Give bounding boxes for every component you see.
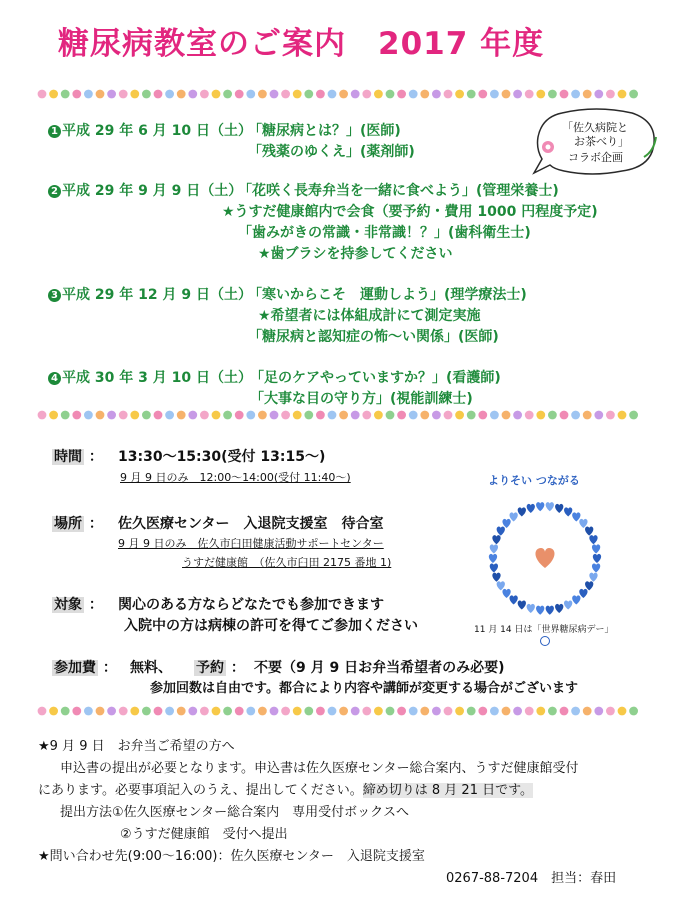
place-label: 場所 ： <box>54 516 103 532</box>
collab-line1: 「佐久病院と <box>562 121 628 134</box>
footer-line-2: にあります。必要事項記入のうえ、提出してください。締め切りは 8 月 21 日です。 <box>38 783 534 798</box>
heart-ring-icon <box>470 480 620 630</box>
poster-caption: 11 月 14 日は「世界糖尿病デー」 <box>474 625 614 635</box>
footer-contact: ★問い合わせ先(9:00〜16:00)：佐久医療センター 入退院支援室 <box>38 849 425 864</box>
time-value: 13:30〜15:30(受付 13:15〜) <box>118 449 326 465</box>
session-4-topic-2: 「大事な目の守り方」(視能訓練士) <box>250 391 473 407</box>
session-2-note-2: ★歯ブラシを持参してください <box>258 246 453 262</box>
session-4-date: 4 平成 30 年 3 月 10 日（土） <box>48 367 252 387</box>
session-3-topic-2: 「糖尿病と認知症の怖〜い関係」(医師) <box>248 329 499 345</box>
footer-line-4: ②うすだ健康館 受付へ提出 <box>120 827 288 842</box>
reserve-value: 不要（9 月 9 日お弁当希望者のみ必要) <box>254 660 505 676</box>
place-value: 佐久医療センター 入退院支援室 待合室 <box>118 516 384 532</box>
footer-line-1: 申込書の提出が必要となります。申込書は佐久医療センター総合案内、うすだ健康館受付 <box>60 761 579 776</box>
place-note-2: うすだ健康館 （佐久市臼田 2175 番地 1) <box>182 556 392 569</box>
session-1-topic-2: 「残薬のゆくえ」(薬剤師) <box>248 144 415 160</box>
session-4-number: 4 <box>48 372 61 385</box>
place-note-1: 9 月 9 日のみ 佐久市臼田健康活動サポートセンター <box>118 537 384 550</box>
session-1-topic-1: 「糖尿病とは？」(医師) <box>248 123 401 139</box>
dotted-divider-bottom <box>36 705 646 717</box>
poster-tagline: よりそい つながる <box>488 474 580 487</box>
session-1-number: 1 <box>48 125 61 138</box>
session-2-note-1: ★うすだ健康館内で会食（要予約・費用 1000 円程度予定) <box>222 204 598 220</box>
time-label: 時間 ： <box>54 449 103 465</box>
footer-phone: 0267-88-7204 担当：春田 <box>446 871 617 886</box>
fee-value: 無料、 <box>130 660 172 676</box>
session-3-date: 3 平成 29 年 12 月 9 日（土） <box>48 284 252 304</box>
blue-circle-logo <box>540 636 550 646</box>
reserve-label: 予約 ： <box>196 660 245 676</box>
time-note: 9 月 9 日のみ 12:00〜14:00(受付 11:40〜) <box>120 471 351 484</box>
footer-line-3: 提出方法①佐久医療センター総合案内 専用受付ボックスへ <box>60 805 410 820</box>
deadline: 締め切りは 8 月 21 日です。 <box>362 783 534 798</box>
collab-line3: コラボ企画 <box>568 151 623 164</box>
fee-note: 参加回数は自由です。都合により内容や講師が変更する場合がございます <box>150 681 578 696</box>
session-2-topic-2: 「歯みがきの常識・非常識！？」(歯科衛生士) <box>238 225 531 241</box>
target-value-1: 関心のある方ならどなたでも参加できます <box>118 597 384 613</box>
dotted-divider-middle <box>36 409 646 421</box>
target-label: 対象 ： <box>54 597 103 613</box>
session-2-number: 2 <box>48 185 61 198</box>
page-title: 糖尿病教室のご案内 2017 年度 <box>58 26 545 62</box>
diabetes-day-poster <box>470 458 620 648</box>
session-3-number: 3 <box>48 289 61 302</box>
session-3-topic-1: 「寒いからこそ 運動しよう」(理学療法士) <box>248 287 527 303</box>
session-3-note-1: ★希望者には体組成計にて測定実施 <box>258 308 481 324</box>
session-2-topic-1: 「花咲く長寿弁当を一緒に食べよう」(管理栄養士) <box>238 183 559 199</box>
collab-line2: お茶べり」 <box>574 135 629 148</box>
session-1-date: 1 平成 29 年 6 月 10 日（土） <box>48 120 252 140</box>
session-2-date: 2 平成 29 年 9 月 9 日（土） <box>48 180 242 200</box>
collab-bubble <box>532 107 660 179</box>
target-value-2: 入院中の方は病棟の許可を得てご参加ください <box>124 618 418 634</box>
fee-label: 参加費 ： <box>54 660 117 676</box>
footer-heading: ★9 月 9 日 お弁当ご希望の方へ <box>38 739 235 754</box>
session-4-topic-1: 「足のケアやっていますか？」(看護師) <box>250 370 501 386</box>
dotted-divider-top <box>36 88 646 100</box>
